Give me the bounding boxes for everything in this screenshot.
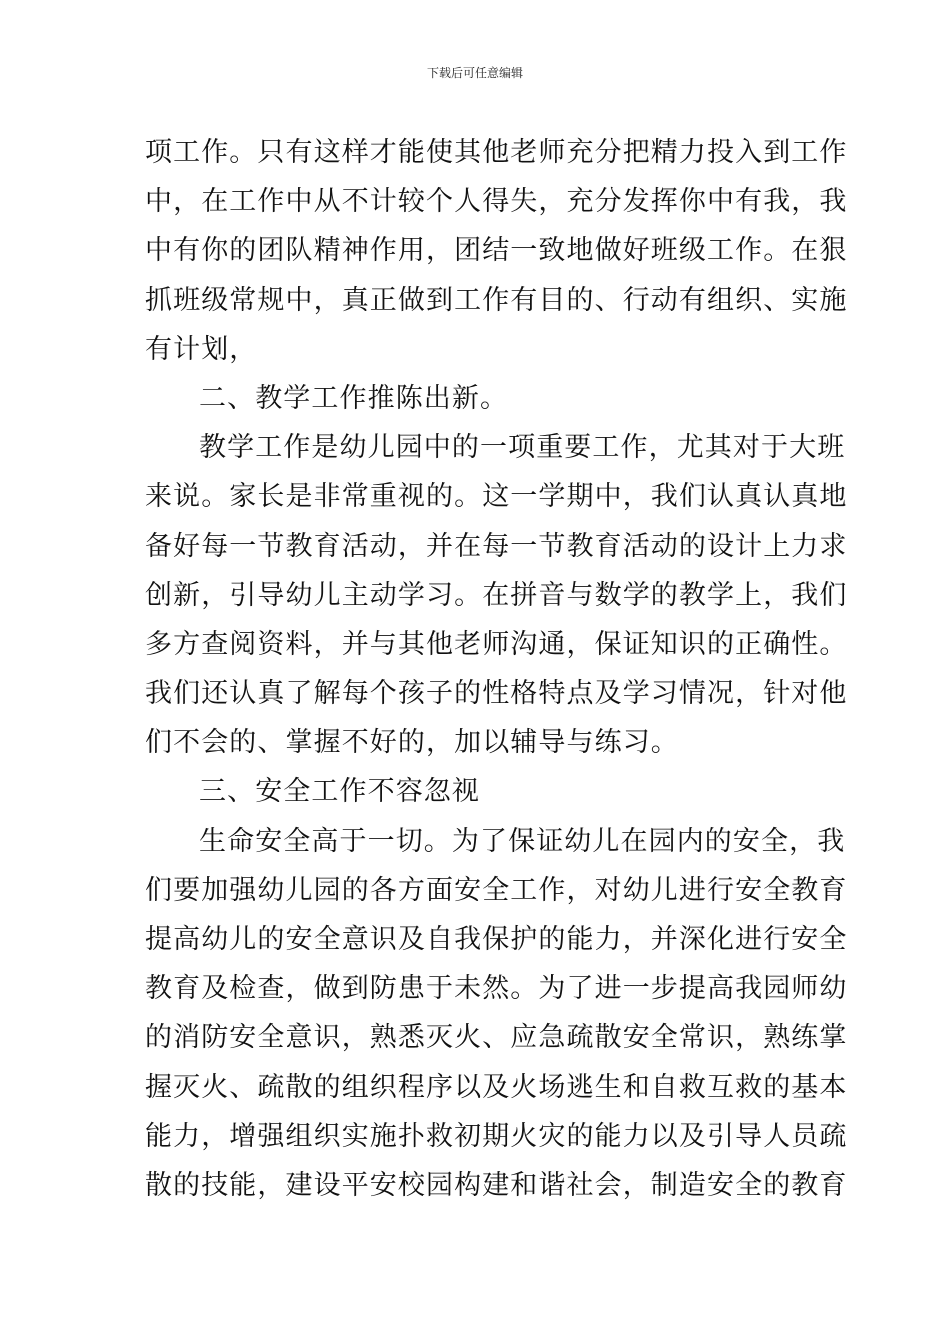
section-heading-teaching: 二、教学工作推陈出新。: [199, 382, 509, 414]
paragraph-line: 教学工作是幼儿园中的一项重要工作，尤其对于大班: [199, 432, 846, 464]
paragraph-line: 能力，增强组织实施扑救初期火灾的能力以及引导人员疏: [145, 1120, 848, 1152]
paragraph-line: 我们还认真了解每个孩子的性格特点及学习情况，针对他: [145, 678, 848, 710]
paragraph-line: 多方查阅资料，并与其他老师沟通，保证知识的正确性。: [145, 628, 848, 660]
paragraph-line: 中有你的团队精神作用，团结一致地做好班级工作。在狠: [145, 235, 848, 267]
paragraph-line: 教育及检查，做到防患于未然。为了进一步提高我园师幼: [145, 973, 848, 1005]
paragraph-line: 备好每一节教育活动，并在每一节教育活动的设计上力求: [145, 530, 848, 562]
paragraph-line: 创新，引导幼儿主动学习。在拼音与数学的教学上，我们: [145, 579, 848, 611]
paragraph-line: 们要加强幼儿园的各方面安全工作，对幼儿进行安全教育: [145, 874, 848, 906]
paragraph-line: 项工作。只有这样才能使其他老师充分把精力投入到工作: [145, 137, 848, 168]
page-header: 下载后可任意编辑: [426, 66, 523, 80]
paragraph-line: 提高幼儿的安全意识及自我保护的能力，并深化进行安全: [145, 924, 848, 955]
paragraph-line: 生命安全高于一切。为了保证幼儿在园内的安全，我: [199, 825, 846, 857]
paragraph-line: 散的技能，建设平安校园构建和谐社会，制造安全的教育: [145, 1169, 848, 1201]
paragraph-line: 抓班级常规中，真正做到工作有目的、行动有组织、实施: [145, 284, 848, 316]
paragraph-line: 有计划，: [145, 333, 258, 365]
paragraph-line: 们不会的、掌握不好的，加以辅导与练习。: [145, 727, 679, 759]
section-heading-safety: 三、安全工作不容忽视: [199, 776, 480, 808]
paragraph-line: 握灭火、疏散的组织程序以及火场逃生和自救互救的基本: [145, 1071, 848, 1103]
paragraph-line: 来说。家长是非常重视的。这一学期中，我们认真认真地: [145, 481, 848, 513]
paragraph-line: 的消防安全意识，熟悉灭火、应急疏散安全常识，熟练掌: [145, 1022, 848, 1054]
paragraph-line: 中，在工作中从不计较个人得失，充分发挥你中有我，我: [145, 186, 848, 218]
document-body: [145, 128, 848, 1210]
